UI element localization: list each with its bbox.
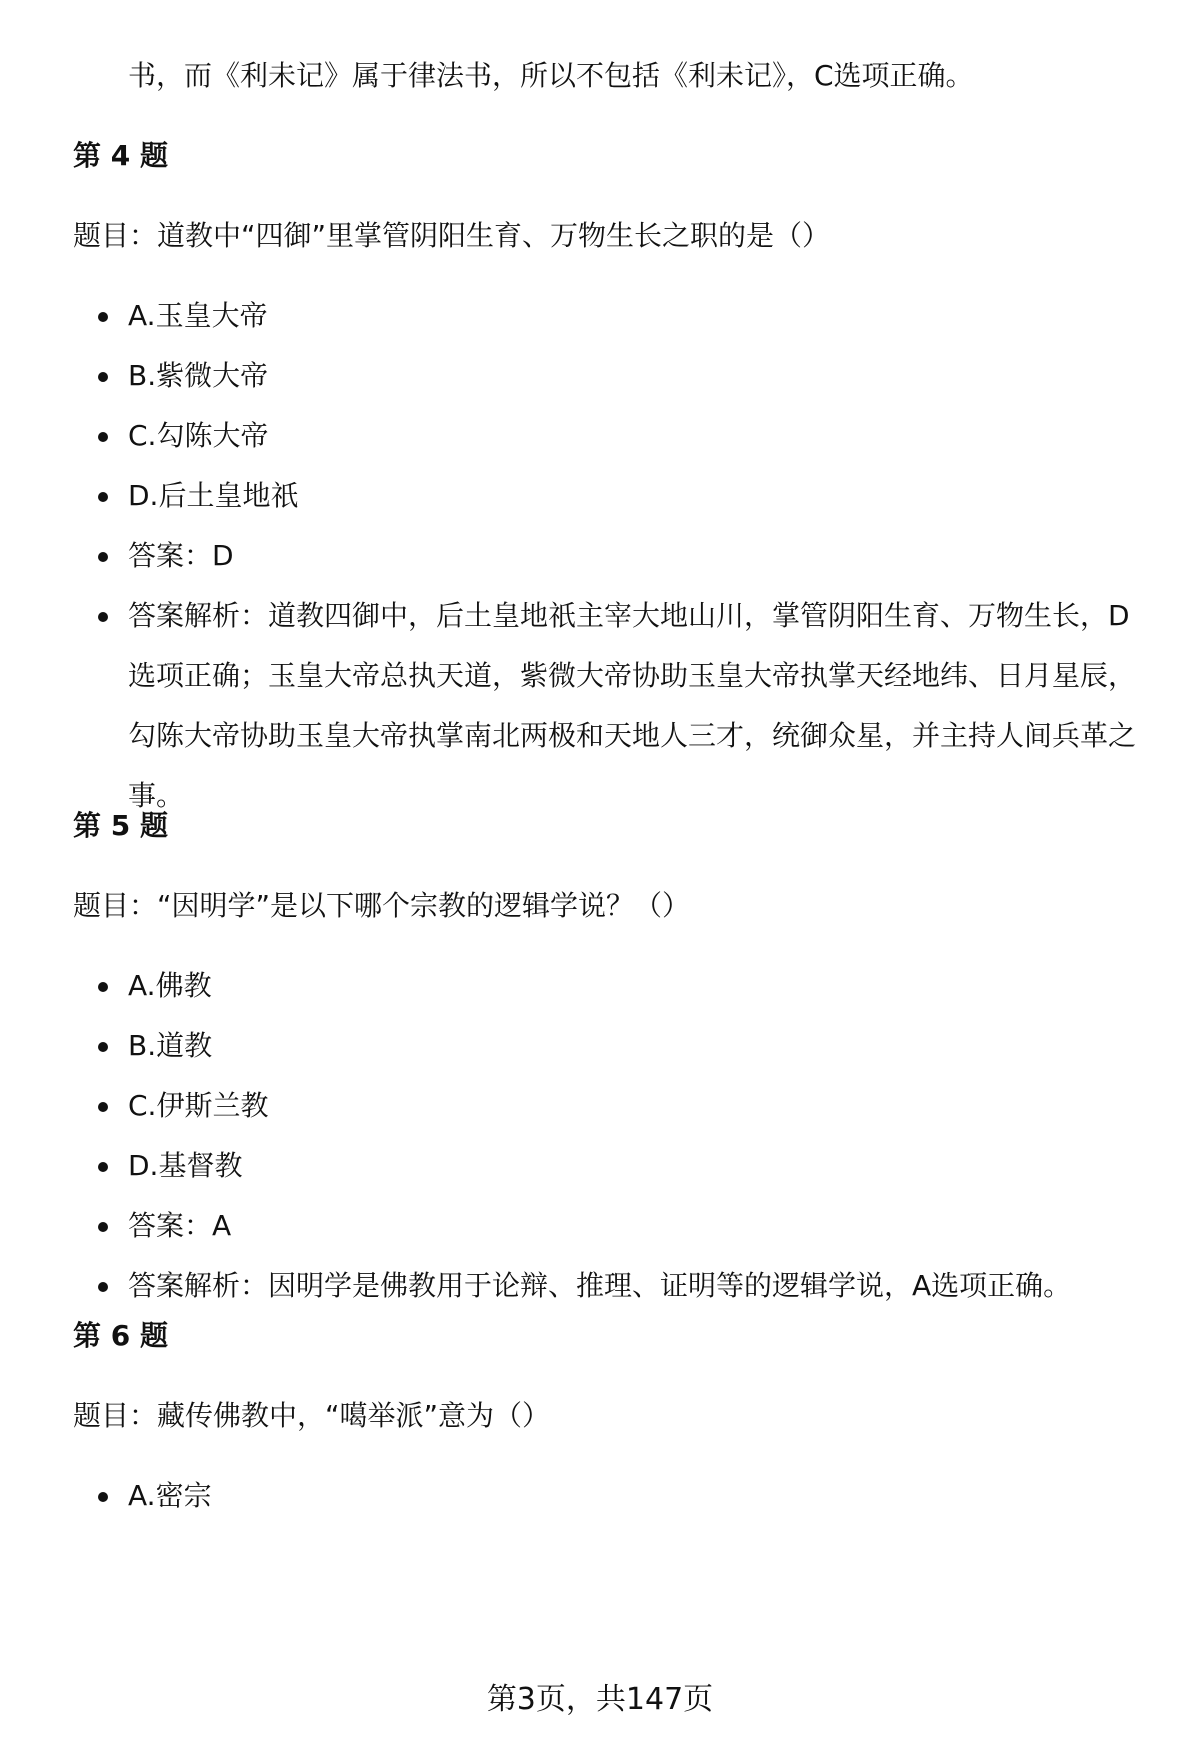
- question-4-heading: 第 4 题: [73, 139, 168, 172]
- option-item: D.基督教: [0, 1146, 1200, 1186]
- option-item: C.勾陈大帝: [0, 416, 1200, 456]
- question-4-options: [0, 296, 1200, 846]
- explanation-item: 答案解析：道教四御中，后土皇地祇主宰大地山川，掌管阴阳生育、万物生长，D选项正确；玉皇大帝总执天道，紫微大帝协助玉皇大帝执掌天经地纬、日月星辰，勾陈大帝协助玉皇大帝执掌南北两极和天地人三才，统御众星，并主持人间兵革之事。: [0, 586, 1148, 826]
- option-item: A.密宗: [0, 1476, 1200, 1516]
- question-4-prompt: 题目：道教中“四御”里掌管阴阳生育、万物生长之职的是（）: [73, 219, 831, 252]
- option-item: D.后土皇地祇: [0, 476, 1200, 516]
- option-item: B.道教: [0, 1026, 1200, 1066]
- answer-item: 答案：D: [0, 536, 1200, 576]
- option-item: A.佛教: [0, 966, 1200, 1006]
- question-6-prompt: 题目：藏传佛教中，“噶举派”意为（）: [73, 1399, 551, 1432]
- page-footer: 第3页，共147页: [486, 1682, 714, 1717]
- option-item: C.伊斯兰教: [0, 1086, 1200, 1126]
- answer-item: 答案：A: [0, 1206, 1200, 1246]
- explanation-item: 答案解析：因明学是佛教用于论辩、推理、证明等的逻辑学说，A选项正确。: [0, 1266, 1200, 1306]
- question-5-heading: 第 5 题: [73, 809, 168, 842]
- previous-explanation-continuation: 书，而《利未记》属于律法书，所以不包括《利未记》，C选项正确。: [128, 59, 974, 92]
- option-item: A.玉皇大帝: [0, 296, 1200, 336]
- question-5-prompt: 题目：“因明学”是以下哪个宗教的逻辑学说？（）: [73, 889, 691, 922]
- question-6-heading: 第 6 题: [73, 1319, 168, 1352]
- question-6-options: [0, 1476, 1200, 1536]
- question-5-options: [0, 966, 1200, 1326]
- option-item: B.紫微大帝: [0, 356, 1200, 396]
